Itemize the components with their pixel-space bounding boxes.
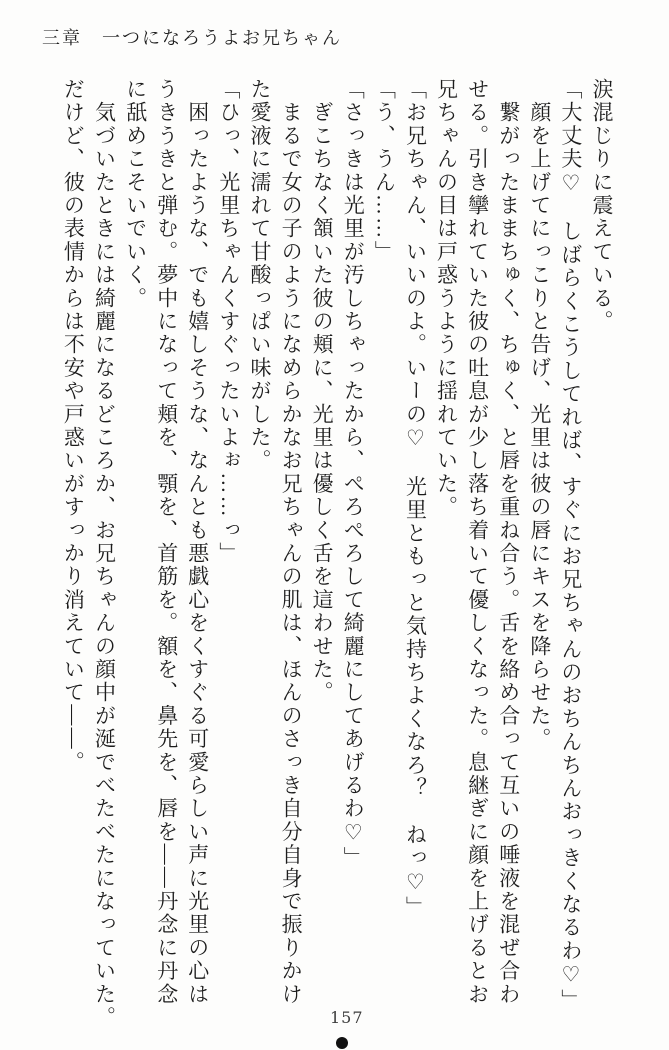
text-column: 「ひっ、光里ちゃんくすぐったいよぉ……っ」	[216, 78, 241, 566]
chapter-header: 三章 一つになろうよお兄ちゃん	[42, 28, 342, 48]
text-column: 兄ちゃんの目は戸惑うように揺れていた。	[434, 78, 459, 519]
text-column: に舐めこそいでいく。	[123, 78, 148, 310]
text-column: 「う、うん……」	[372, 78, 397, 264]
text-column: 顔を上げてにっこりと告げ、光里は彼の唇にキスを降らせた。	[527, 78, 552, 751]
text-column: 「さっきは光里が汚しちゃったから、ぺろぺろして綺麗にしてあげるわ♡」	[341, 78, 366, 870]
text-column: うきうきと弾む。夢中になって頬を、顎を、首筋を。額を、鼻先を、唇を――丹念に丹念	[154, 78, 179, 1006]
text-column: 「お兄ちゃん、いいのよ。いーの♡ 光里ともっと気持ちよくなろ？ ねっ♡」	[403, 78, 428, 920]
text-column: せる。引き攣れていた彼の吐息が少し落ち着いて優しくなった。息継ぎに顔を上げるとお	[465, 78, 490, 1006]
text-column: 繋がったままちゅく、ちゅく、と唇を重ね合う。舌を絡め合って互いの唾液を混ぜ合わ	[496, 78, 521, 1007]
page-number: 157	[330, 1008, 364, 1027]
text-column: 「大丈夫♡ しばらくこうしてれば、すぐにお兄ちゃんのおちんちんおっきくなるわ♡」	[558, 78, 583, 1012]
footer-dot-marker	[336, 1037, 348, 1049]
text-column: ぎこちなく頷いた彼の頬に、光里は優しく舌を這わせた。	[310, 78, 335, 705]
text-column: た愛液に濡れて甘酸っぱい味がした。	[247, 78, 272, 473]
text-column: 気づいたときには綺麗になるどころか、お兄ちゃんの顔中が涎でべたべたになっていた。	[92, 78, 117, 1030]
text-column: 涙混じりに震えている。	[590, 78, 614, 334]
text-column: まるで女の子のようになめらかなお兄ちゃんの肌は、ほんのさっき自分自身で振りかけ	[279, 78, 304, 1006]
text-column: だけど、彼の表情からは不安や戸惑いがすっかり消えていて――。	[61, 78, 86, 774]
text-column: 困ったような、でも嬉しそうな、なんとも悪戯心をくすぐる可愛らしい声に光里の心は	[185, 78, 210, 1006]
